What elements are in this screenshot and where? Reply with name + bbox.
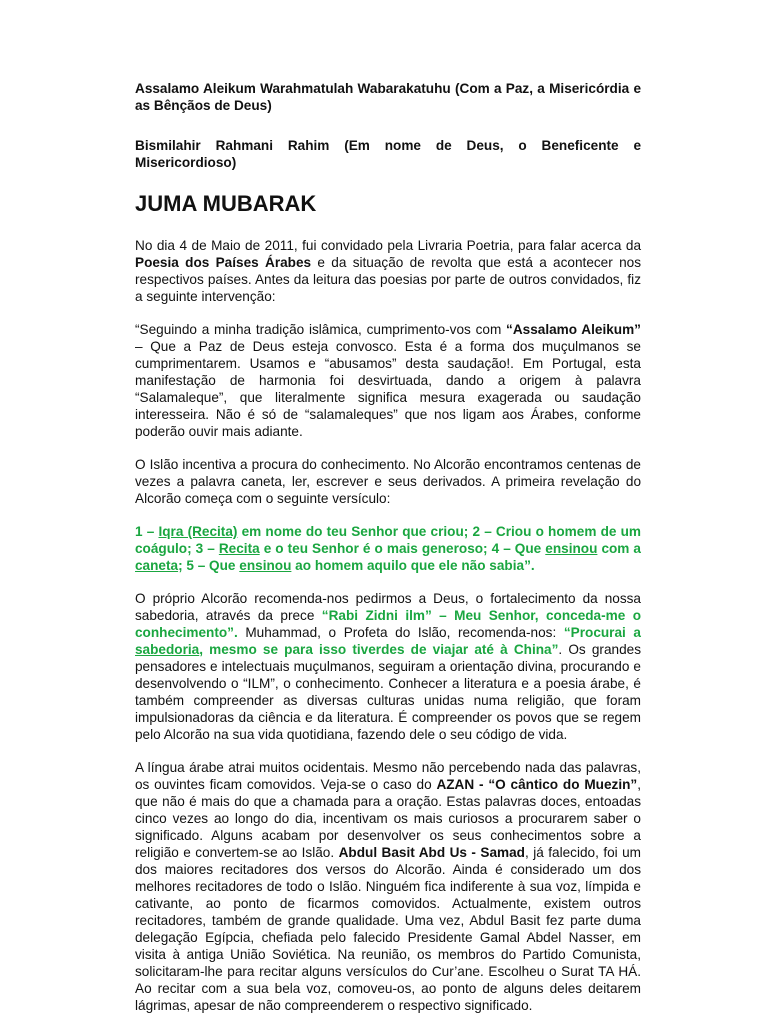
- underlined-word: caneta: [135, 558, 179, 573]
- underlined-word: ensinou: [545, 541, 598, 556]
- text-run: A língua árabe atrai muitos ocidentais. Mesmo não percebendo nada das palavras, os ouvintes ficam comovidos. Veja-se o caso do: [135, 760, 641, 792]
- paragraph-arabic-language: [135, 759, 641, 1014]
- green-quote: “Rabi Zidni ilm” – Meu Senhor, conceda-me o conhecimento”.: [135, 608, 641, 640]
- green-quote: “Procurai a: [563, 625, 641, 640]
- verse-text: e o teu Senhor é o mais generoso; 4 – Que: [259, 541, 546, 556]
- quran-verse: [135, 523, 641, 574]
- text-run: – Que a Paz de Deus esteja convosco. Esta é a forma dos muçulmanos se cumprimentarem. Usamos e “abusamos” desta saudação!. Em Portugal, esta manifestação de harmonia foi desvirtuada, dando a origem à palavra “Salamaleque”, que literalmente significa mesura exagerada ou saudação interesseira. Não é só de “salamaleques” que nos ligam aos Árabes, conforme poderão ouvir mais adiante.: [135, 339, 641, 439]
- bold-text: AZAN - “O cântico do Muezin”: [436, 777, 638, 792]
- text-run: O próprio Alcorão recomenda-nos pedirmos a Deus, o fortalecimento da nossa sabedoria, através da prece: [135, 591, 641, 623]
- underlined-word: Iqra (Recita): [158, 524, 238, 539]
- bold-text: Poesia dos Países Árabes: [135, 255, 312, 270]
- underlined-word: Recita: [218, 541, 260, 556]
- text-run: . Os grandes pensadores e intelectuais muçulmanos, seguiram a orientação divina, procurando e desenvolvendo o “ILM”, o conhecimento. Conhecer a literatura e a poesia árabe, é também compreender as diversas culturas unidas numa religião, que foram impulsionadoras da ciência e da literatura. É compreender os povos que se regem pelo Alcorão na sua vida quotidiana, fazendo dele o seu código de vida.: [135, 642, 641, 742]
- text-run: “Seguindo a minha tradição islâmica, cumprimento-vos com: [135, 322, 507, 337]
- verse-text: em nome do teu Senhor que criou; 2 – Criou o homem de um coágulo; 3 –: [135, 524, 641, 556]
- salutation-heading: Assalamo Aleikum Warahmatulah Wabarakatuhu (Com a Paz, a Misericórdia e as Bênçãos de Deus): [135, 81, 641, 113]
- verse-text: ao homem aquilo que ele não sabia”.: [291, 558, 535, 573]
- text-run: e da situação de revolta que está a acontecer nos respectivos países. Antes da leitura das poesias por parte de outros convidados, fiz a seguinte intervenção:: [135, 255, 641, 304]
- verse-text: com a: [597, 541, 641, 556]
- paragraph-intro: [135, 237, 641, 305]
- bismillah-heading: Bismilahir Rahmani Rahim (Em nome de Deus, o Beneficente e Misericordioso): [135, 138, 641, 170]
- text-run: , já falecido, foi um dos maiores recitadores dos versos do Alcorão. Ainda é considerado um dos melhores recitadores de todo o Islão. Ninguém fica indiferente à sua voz, límpida e cativante, ao ponto de ficarmos comovidos. Actualmente, existem outros recitadores, também de grande qualidade. Uma vez, Abdul Basit fez parte duma delegação Egípcia, chefiada pelo falecido Presidente Gamal Abdel Nasser, em visita à antiga União Soviética. Na reunião, os membros do Partido Comunista, solicitaram-lhe para recitar alguns versículos do Cur’ane. Escolheu o Surat TA HÁ. Ao recitar com a sua bela voz, comoveu-os, ao ponto de alguns deles deitarem lágrimas, apesar de não compreenderem o respectivo significado.: [135, 845, 642, 1013]
- document-page: [135, 80, 641, 1030]
- bold-text: Abdul Basit Abd Us - Samad: [338, 845, 525, 860]
- bold-text: “Assalamo Aleikum”: [506, 322, 641, 337]
- paragraph-greeting: [135, 321, 641, 440]
- underlined-word: ensinou: [239, 558, 292, 573]
- paragraph-knowledge: O Islão incentiva a procura do conhecimento. No Alcorão encontramos centenas de vezes a palavra caneta, ler, escrever e seus derivados. A primeira revelação do Alcorão começa com o seguinte versículo:: [135, 457, 641, 506]
- text-run: Muhammad, o Profeta do Islão, recomenda-nos:: [237, 625, 564, 640]
- verse-text: ; 5 – Que: [178, 558, 240, 573]
- text-run: , que não é mais do que a chamada para a oração. Estas palavras doces, entoadas cinco vezes ao longo do dia, incentivam os mais curiosos a procurarem saber o significado. Alguns acabam por desenvolver os seus conhecimentos sobre a religião e convertem-se ao Islão.: [135, 777, 641, 860]
- verse-text: 1 –: [135, 524, 159, 539]
- underlined-word: sabedoria: [135, 642, 200, 657]
- page-title: JUMA MUBARAK: [135, 191, 317, 216]
- text-run: No dia 4 de Maio de 2011, fui convidado pela Livraria Poetria, para falar acerca da: [135, 238, 641, 253]
- paragraph-wisdom: [135, 590, 641, 743]
- green-quote: , mesmo se para isso tiverdes de viajar até à China”: [199, 642, 559, 657]
